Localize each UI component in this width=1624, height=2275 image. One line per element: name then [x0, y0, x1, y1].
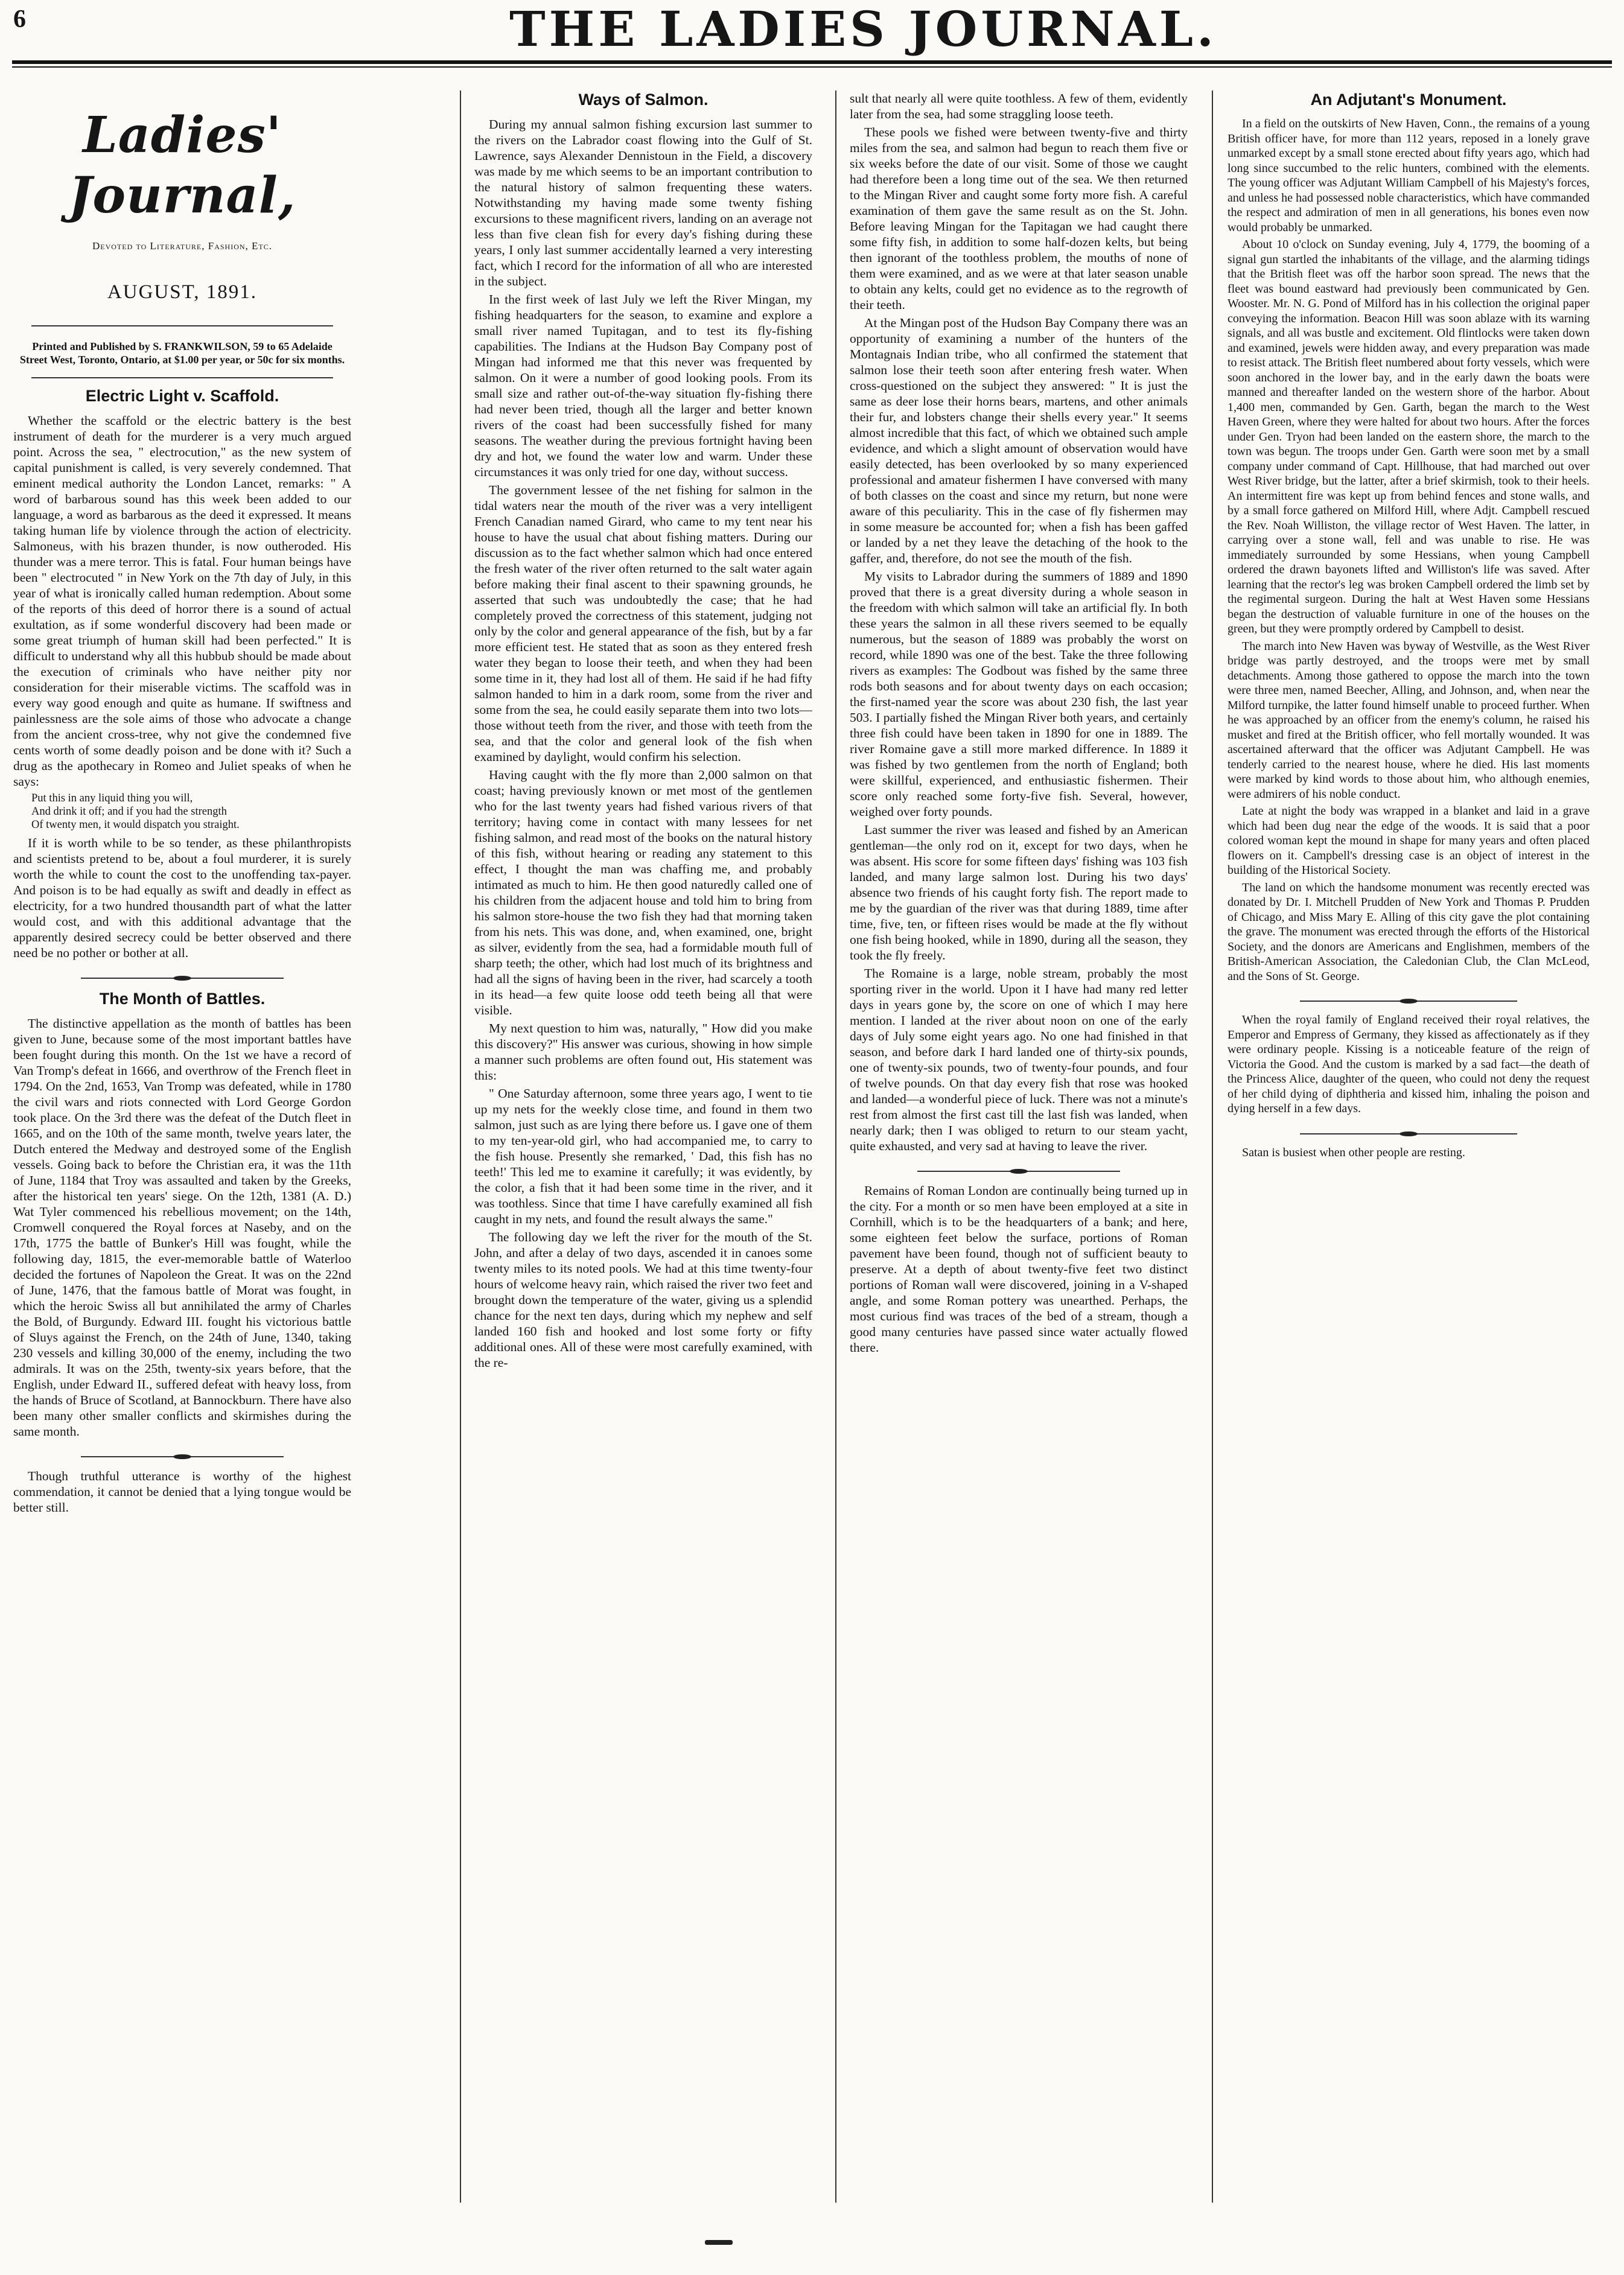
issue-date: AUGUST, 1891. [107, 281, 258, 303]
article-paragraph: Late at night the body was wrapped in a blanket and laid in a grave which had been dug near the edge of the woods. It is said that a poor colored woman kept the mound in shape for many years and often placed flowers on it. Campbell's dressing case is an object of interest in the building of the Historical Society. [1228, 804, 1590, 877]
masthead-rule [31, 325, 333, 326]
article-paragraph: About 10 o'clock on Sunday evening, July 4, 1779, the booming of a signal gun startled the inhabitants of the village, and the alarming tidings that the British fleet was off the harbor soon spread. The news that the fleet was bound eastward had previously been communicated by Gen. Wooster. Mr. N. G. Pond of Milford has in his collection the original paper conveying the information. Beacon Hill was soon ablaze with its warning signals, and all was bustle and excitement. Old flintlocks were taken down and examined, jewels were hidden away, and every preparation was made to resist attack. The British fleet numbered about forty vessels, which were soon anchored in the lower bay, and in the early dawn the boats were manned and thereafter landed on the western shore of the harbor. About 1,400 men, commanded by Gen. Garth, began the march to the West Haven Green, where they were halted for about two hours. After the forces under Gen. Tryon had been landed on the eastern shore, the march to the town was begun. The troops under Gen. Garth were soon met by a small company under command of Capt. Hillhouse, that had marched out over West River bridge, but the latter, after a brief skirmish, took to their heels. An intermittent fire was kept up from behind fences and stone walls, and by a small force gathered on Milford Hill, where Adjt. Campbell rescued the Rev. Noah Williston, the village rector of West Haven. The latter, in carrying over a stone wall, fell and was unable to rise. He was immediately surrounded by some Hessians, when young Campbell ordered the drawn bayonets lifted and Williston's life was saved. After learning that the rector's leg was broken Campbell ordered the limb set by the regimental surgeon. During the halt at West Haven some Hessians began the destruction of valuable furniture in one of the houses on the green, but they were promptly ordered by Campbell to desist. [1228, 238, 1590, 635]
article-paragraph: The government lessee of the net fishing for salmon in the tidal waters near the mouth of the river was a very intelligent French Canadian named Girard, who came to my tent near his house to have the usual chat about fishing matters. During our discussion as to the fact whether salmon which had once entered the fresh water of the river often returned to the salt water again before making their final ascent to their spawning grounds, he asserted that such was undoubtedly the case; that he had completely proved the correctness of this statement, judging not only by the color and general appearance of the fish, but by a far more efficient test. He stated that as soon as they entered fresh water they began to loose their teeth, and when they had been some time in it, they had lost all of them. He said if he had fifty salmon handed to him in a dark room, some from the river and some from the sea, he could easily separate them into two lots—those without teeth from the river, and those with teeth from the sea, and that the color and general look of the fish when examined by daylight, would confirm his selection. [474, 483, 812, 764]
article-paragraph: The Romaine is a large, noble stream, probably the most sporting river in the world. Upon it I have had many red letter days in years gone by, the score on one of which I may here mention. I landed at the river about noon on one of the early days of July some eight years ago. No one had finished in that season, and before dark I hard landed one of thirty-six pounds, one of twenty-six pounds, two of twenty-four pounds, and four of twelve pounds. On that day every fish that rose was hooked and landed—a wonderful piece of luck. There was not a minute's rest from almost the first cast till the last fish was landed, when nearly dark; then I was obliged to return to our steam yacht, quite exhausted, and very sad at having to leave the river. [850, 966, 1188, 1153]
article-paragraph: Having caught with the fly more than 2,000 salmon on that coast; having previously known or met most of the gentlemen who for the last twenty years had fished various rivers of that territory; having come in contact with many lessees for net fishing salmon, and read most of the books on the natural history of this fish, without hearing or reading any statement to this effect, I thought the man was chaffing me, and probably intimated as much to him. He then good naturedly called one of his children from the adjacent house and told him to bring from his salmon store-house the two fish they had that morning taken from his nets. This was done, and, when examined, one, bright as silver, evidently from the sea, had a formidable mouth full of sharp teeth; the other, which had lost much of its brightness and had all the signs of having been in the river, had scarcely a tooth in its head—a few quite loose odd teeth being all that were visible. [474, 768, 812, 1017]
article-paragraph: " One Saturday afternoon, some three years ago, I went to tie up my nets for the weekly close time, and found in them two salmon, just such as are lying there before us. I gave one of them to my ten-year-old girl, who had accompanied me, to carry to the fish house. Presently she remarked, ' Dad, this fish has no teeth!' This led me to examine it carefully; it was evidently, by the color, a fish that it had been some time in the river, and it was toothless. Since that time I have carefully examined all fish caught in my nets, and found the result always the same." [474, 1086, 812, 1226]
page-end-ornament [705, 2240, 733, 2245]
article-separator [917, 1171, 1120, 1172]
article-separator [81, 1456, 284, 1457]
header-rule-thin [12, 66, 1612, 68]
article-paragraph: The march into New Haven was byway of Westville, as the West River bridge was partly destroyed, and the troops were met by small detachments. Among those gathered to oppose the march into the town were three men, named Beecher, Alling, and Johnson, and, when near the Milford turnpike, the latter found himself unable to proceed further. When he was approached by an officer from the enemy's column, he raised his musket and fired at the British officer, who fell mortally wounded. It was ascertained afterward that the officer was Adjutant Campbell. He was tenderly carried to the nearest house, where he died. His last moments were marked by kind words to those about him, who although enemies, were admirers of his noble conduct. [1228, 639, 1590, 801]
article-paragraph: sult that nearly all were quite toothless. A few of them, evidently later from the sea, had some straggling loose teeth. [850, 91, 1188, 121]
article-paragraph: At the Mingan post of the Hudson Bay Company there was an opportunity of examining a number of the hunters of the Montagnais Indian tribe, who all confirmed the statement that salmon lose their teeth soon after entering fresh water. When cross-questioned on the subject they answered: " It is just the same as deer lose their horns bears, martens, and other animals their fur, and lobsters change their shells every year." It seems almost incredible that this fact, of which we obtained such ample evidence, and which a slight amount of observation would have easily detected, has been overlooked by so many experienced professional and amateur fishermen I have conversed with many of both classes on the coast and since my return, but none were aware of this peculiarity. This in the case of fly fishermen may in some measure be accounted for; when a fish has been gaffed or landed by a net they leave the detaching of the hook to the gaffer, and, therefore, do not see the mouth of the fish. [850, 316, 1188, 565]
article-paragraph: Remains of Roman London are continually being turned up in the city. For a month or so men have been employed at a site in Cornhill, which is to be the headquarters of a bank; and here, some eighteen feet below the surface, portions of Roman pavement have been found, though not of sufficient beauty to preserve. At a depth of about twenty-five feet two distinct portions of Roman wall were discovered, joining in a V-shaped angle, and some Roman pottery was unearthed. Perhaps, the most curious find was traces of the bed of a stream, though a good many centuries have passed since water actually flowed there. [850, 1183, 1188, 1355]
article-separator [1300, 1001, 1517, 1002]
column-4 [1228, 91, 1590, 2221]
article-paragraph: Satan is busiest when other people are resting. [1242, 1145, 1465, 1159]
header-rule [12, 60, 1612, 64]
article-paragraph: In the first week of last July we left the River Mingan, my fishing headquarters for the season, to examine and explore a small river named Tupitagan, and to test its fly-fishing capabilities. The Indians at the Hudson Bay Company post of Mingan had informed me that this never was frequented by salmon. On it were a number of good looking pools. From its small size and rather out-of-the-way situation fly-fishing there had never been tried, though all the larger and better known rivers of the coast had been successfully fished for many seasons. The weather during the previous fortnight having been dry and hot, we found the water low and warm. Under these circumstances it was only tried for one day, without success. [474, 292, 812, 479]
article-paragraph: My visits to Labrador during the summers of 1889 and 1890 proved that there is a great diversity during a whole season in the freedom with which salmon will take an artificial fly. In both these years the salmon in all these rivers seemed to be equally numerous, but the season of 1889 was probably the worst on record, while 1890 was one of the best. Take the three following rivers as examples: The Godbout was fished by the same three rods both seasons and for about twenty days on each occasion; the first-named year the score was about 230 fish, the last year 503. I partially fished the Mingan River both years, and certainly three fish could have been taken in 1890 for one in 1889. The river Romaine gave a still more marked difference. In 1889 it was fished by two gentlemen from the north of England; both were skillful, experienced, and enthusiastic fishermen. Their score only reached some forty-five fish. Several, however, weighed over forty pounds. [850, 569, 1188, 819]
column-divider [1212, 91, 1213, 2203]
article-paragraph: The following day we left the river for the mouth of the St. John, and after a delay of two days, ascended it in canoes some twenty miles to its noted pools. We had at this time twenty-four hours of welcome heavy rain, which raised the river two feet and brought down the temperature of the water, giving us a splendid chance for the next ten days, during which my nephew and self landed 160 fish and hooked and lost some forty or fifty additional ones. All of these were most carefully examined, with the re- [474, 1230, 812, 1370]
masthead-title: Ladies' Journal, [68, 106, 296, 224]
article-paragraph: If it is worth while to be so tender, as these philanthropists and scientists pretend to be, about a foul murderer, it is surely worth the while to count the cost to the unoffending tax-payer. And poison is to be had equally as swift and deadly in effect as electricity, for a two hundred thousandth part of what the latter would cost, and with this additional advantage that the apparently desired secrecy could be better observed and there need be no pother or bother at all. [13, 836, 351, 960]
quoted-verse: Put this in any liquid thing you will, And drink it off; and if you had the strength Of twenty men, it would dispatch you straight. [31, 792, 240, 831]
article-paragraph: My next question to him was, naturally, " How did you make this discovery?" His answer was curious, showing in how simple a manner such problems are often found out, His statement was this: [474, 1021, 812, 1083]
article-title: An Adjutant's Monument. [1310, 91, 1507, 109]
article-title: The Month of Battles. [99, 990, 266, 1008]
column-2 [474, 91, 812, 2221]
article-title: Electric Light v. Scaffold. [85, 387, 279, 405]
article-paragraph: The distinctive appellation as the month of battles has been given to June, because some of the most important battles have been fought during this month. On the 1st we have a record of Van Tromp's defeat in 1666, and overthrow of the French fleet in 1794. On the 2nd, 1653, Van Tromp was defeated, while in 1780 the civil wars and riots connected with Lord George Gordon took place. On the 3rd there was the defeat of the Dutch fleet in 1665, and on the 10th of the same month, twelve years later, the Dutch entered the Medway and destroyed some of the English vessels. Going back to before the Christian era, it was the 11th of June, 1184 that Troy was assaulted and taken by the Greeks, after the historical ten years' siege. On the 12th, 1381 (A. D.) Wat Tyler commenced his rebellious movement; on the 14th, Cromwell conquered the Royal forces at Naseby, and on the 17th, 1775 the battle of Bunker's Hill was fought, while the following day, 1815, the ever-memorable battle of Waterloo decided the fortunes of Napoleon the Great. It was on the 22nd of June, 1476, that the famous battle of Morat was fought, in which the heroic Swiss all but annihilated the army of Charles the Bold, of Burgundy. Edward III. fought his victorious battle of Sluys against the French, on the 24th of June, 1340, taking 230 vessels and killing 30,000 of the enemy, including the two admirals. It was on the 25th, twenty-six years before, that the English, under Edward II., suffered defeat with heavy loss, from the hands of Bruce of Scotland, at Bannockburn. There have also been many other smaller conflicts and skirmishes during the same month. [13, 1016, 351, 1439]
column-divider [460, 91, 461, 2203]
running-title: THE LADIES JOURNAL. [509, 1, 1217, 57]
article-paragraph: When the royal family of England received their royal relatives, the Emperor and Empress of Germany, they kissed as affectionately as if they were ordinary people. Kissing is a noticeable feature of the reign of Victoria the Good. And the custom is marked by a sad fact—the death of the Princess Alice, daughter of the queen, who could not deny the request of her child dying of diphtheria and kissed him, inhaling the poison and dying herself in a few days. [1228, 1013, 1590, 1115]
column-3 [850, 91, 1188, 2221]
article-separator [1300, 1133, 1517, 1134]
article-separator [81, 978, 284, 979]
masthead-rule [31, 377, 333, 378]
article-paragraph: The land on which the handsome monument was recently erected was donated by Dr. I. Mitchell Prudden of New York and Thomas P. Prudden of Chicago, and Miss Mary E. Alling of this city gave the plot containing the grave. The monument was erected through the efforts of the Historical Society, and the donors are Americans and Englishmen, members of the British-American Association, the Caledonian Club, the Clan McLeod, and the Sons of St. George. [1228, 880, 1590, 983]
article-paragraph: Whether the scaffold or the electric battery is the best instrument of death for the murderer is a very much argued point. Across the sea, " electrocution," as the new system of capital punishment is called, is very severely condemned. That eminent medical authority the London Lancet, remarks: " A word of barbarous sound has this week been added to our language, a word as barbarous as the deed it expressed. It means taking human life by violence through the action of electricity. Salmoneus, with his brazen thunder, is now outheroded. His thunder was a mere terror. This is fatal. Four human beings have been " electrocuted " in New York on the 7th day of July, in this year of what is ironically called human redemption. About some of the reports of this deed of horror there is a sound of actual exultation, as if some wonderful discovery had been made or some great triumph of human skill had been perfected." It is difficult to understand why all this hubbub should be made about the execution of criminals who have neither pity nor consideration for their miserable victims. The scaffold was in every way good enough and quite as humane. If swiftness and painlessness are the sole aims of those who advocate a change from the ancient cross-tree, why not give the condemned five cents worth of some deadly poison and be done with it? Such a drug as the apothecary in Romeo and Juliet speaks of when he says: [13, 413, 351, 789]
column-1 [13, 91, 351, 2221]
imprint: Printed and Published by S. FRANKWILSON, 59 to 65 Adelaide Street West, Toronto, Ontario, at $1.00 per year, or 50c for six months. [19, 340, 345, 366]
article-paragraph: In a field on the outskirts of New Haven, Conn., the remains of a young British officer have, for more than 112 years, reposed in a lonely grave unmarked except by a small stone erected about fifty years ago, which had long since succumbed to the relic hunters, combined with the elements. The young officer was Adjutant William Campbell of his Majesty's forces, and unless he had possessed noble characteristics, which have commanded the respect and admiration of men in all generations, his bones even now would probably be unmarked. [1228, 117, 1590, 234]
article-paragraph: Though truthful utterance is worthy of the highest commendation, it cannot be denied that a lying tongue would be better still. [13, 1469, 351, 1515]
article-paragraph: Last summer the river was leased and fished by an American gentleman—the only rod on it, except for two days, when he was absent. His score for some fifteen days' fishing was 103 fish landed, and many large salmon lost. During his two days' absence two friends of his caught forty fish. The report made to me by the guardian of the river was that during 1889, time after time, five, ten, or fifteen rises would be made at the fly without one fish being hooked, while in 1890, during all the season, they took the fly freely. [850, 822, 1188, 962]
page-number: 6 [13, 5, 26, 33]
article-title: Ways of Salmon. [578, 91, 709, 109]
column-divider [835, 91, 836, 2203]
masthead-tagline: Devoted to Literature, Fashion, Etc. [92, 240, 272, 252]
article-paragraph: During my annual salmon fishing excursion last summer to the rivers on the Labrador coast flowing into the Gulf of St. Lawrence, says Alexander Dennistoun in the Field, a discovery was made by me which seems to be an important contribution to the natural history of salmon frequenting these waters. Notwithstanding my having made some twenty fishing excursions to these magnificent rivers, landing on an average not less than five clean fish for every day's fishing during these years, I only last summer accidentally learned a very interesting fact, which I record for the information of all who are interested in the subject. [474, 117, 812, 288]
article-paragraph: These pools we fished were between twenty-five and thirty miles from the sea, and salmon had begun to reach them five or six weeks before the date of our visit. Some of those we caught had therefore been a long time out of the sea. We then returned to the Mingan River and caught some forty more fish. A careful examination of them gave the same result as on the St. John. Before leaving Mingan for the Tapitagan we had caught there some fifty fish, in addition to some half-dozen kelts, but being then ignorant of the toothless problem, the mouths of none of them were examined, and as we were at that later season unable to obtain any kelts, could get no evidence as to the regrowth of their teeth. [850, 125, 1188, 312]
